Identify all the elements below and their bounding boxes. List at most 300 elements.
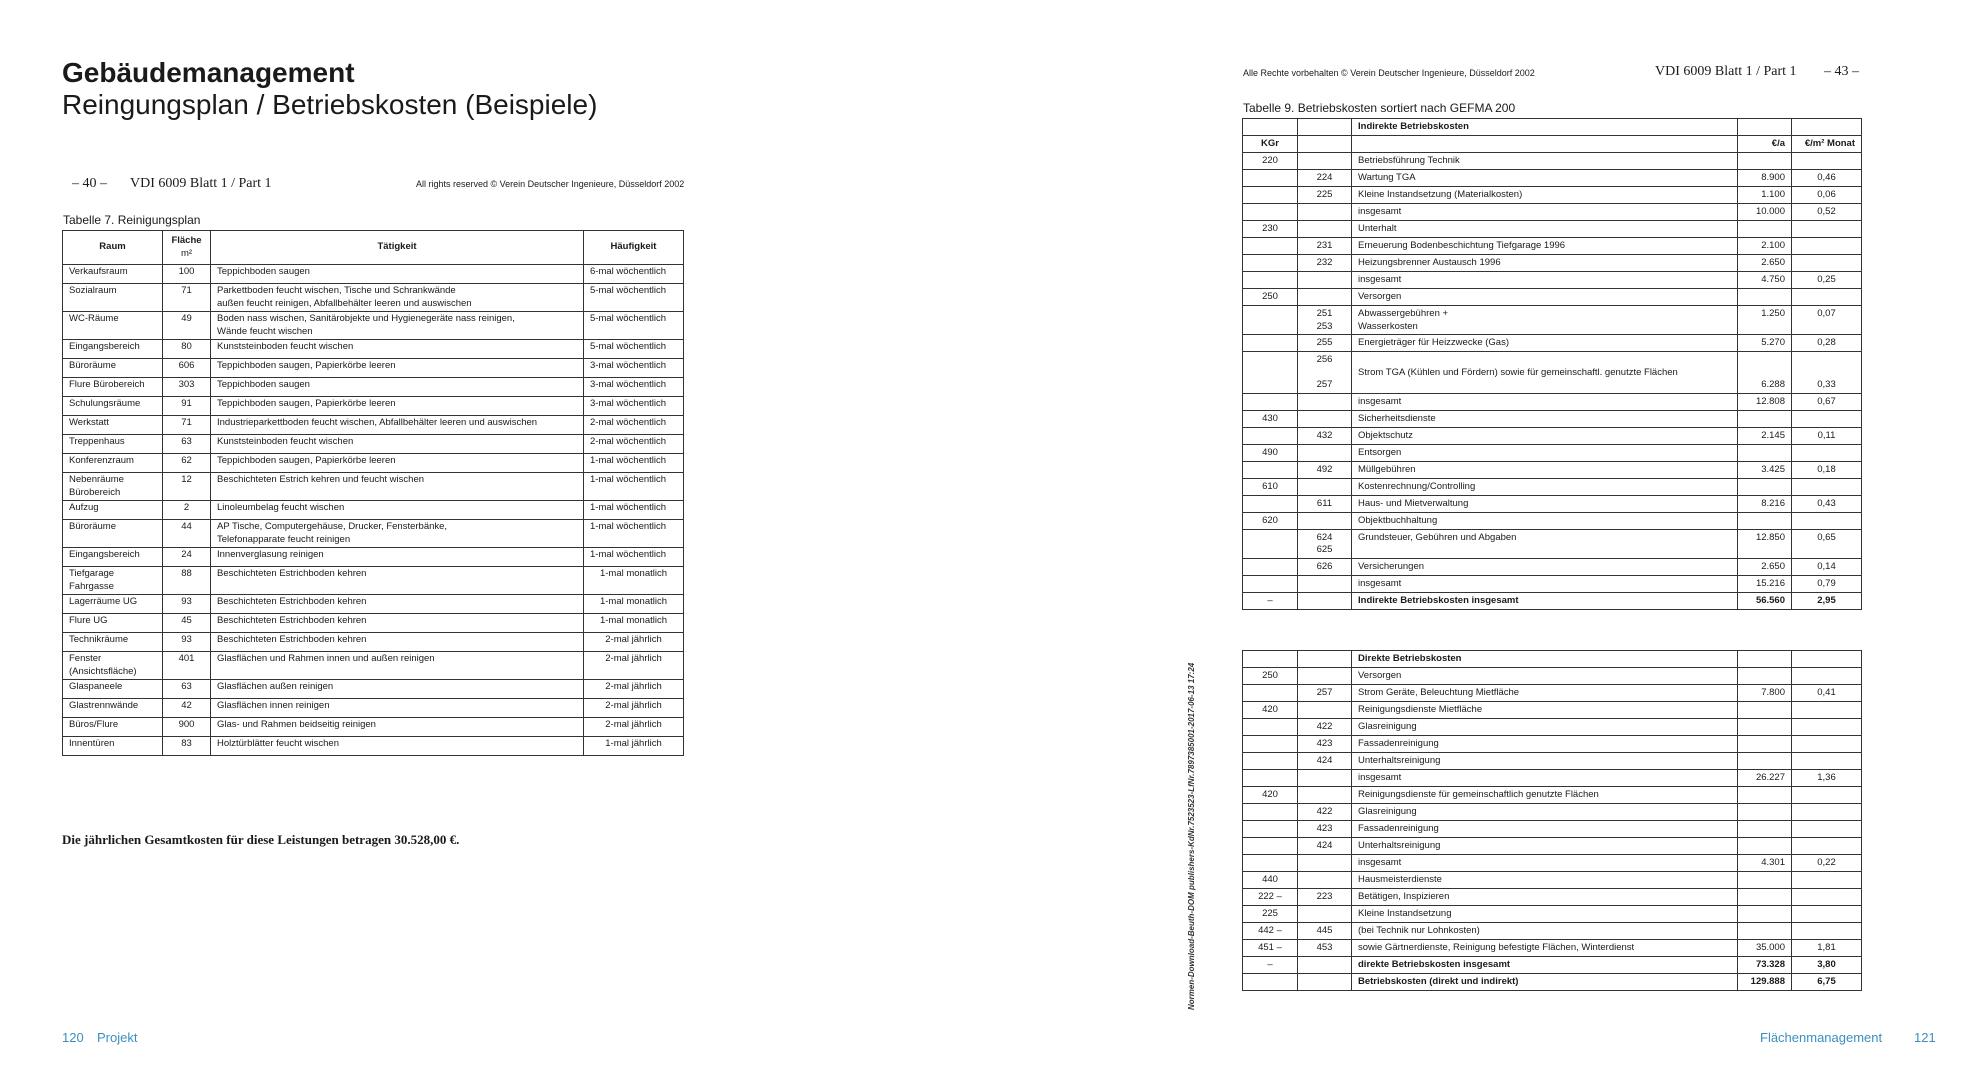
table-row	[1243, 889, 1862, 906]
indirect-costs-table	[1242, 118, 1862, 610]
table-row	[63, 567, 684, 595]
eur-per-year-cell	[1738, 410, 1792, 427]
table-row	[1243, 495, 1862, 512]
area-cell: 91	[163, 397, 211, 416]
table-row	[1243, 204, 1862, 221]
room-cell: WC-Räume	[63, 312, 163, 340]
frequency-cell: 2-mal wöchentlich	[584, 435, 684, 454]
kgr-cell: 225	[1243, 906, 1298, 923]
eur-per-year-cell	[1738, 444, 1792, 461]
table-row	[1243, 821, 1862, 838]
room-cell: Flure Bürobereich	[63, 378, 163, 397]
table-row	[1243, 153, 1862, 170]
column-header-eur-per-year: €/a	[1738, 136, 1792, 153]
subgroup-cell	[1298, 512, 1352, 529]
direct-costs-table	[1242, 650, 1862, 991]
eur-per-m2-cell: 6,75	[1792, 974, 1862, 991]
eur-per-year-cell	[1738, 719, 1792, 736]
table-row	[1243, 393, 1862, 410]
room-cell: Lagerräume UG	[63, 595, 163, 614]
activity-cell: Kunststeinboden feucht wischen	[211, 435, 584, 454]
subgroup-cell: 256 257	[1298, 352, 1352, 394]
room-cell: Tiefgarage Fahrgasse	[63, 567, 163, 595]
table-row	[63, 633, 684, 652]
room-cell: Konferenzraum	[63, 454, 163, 473]
activity-cell: Beschichteten Estrichboden kehren	[211, 614, 584, 633]
kgr-cell: 451 –	[1243, 940, 1298, 957]
eur-per-m2-cell: 0,28	[1792, 335, 1862, 352]
frequency-cell: 1-mal monatlich	[584, 614, 684, 633]
eur-per-m2-cell	[1792, 221, 1862, 238]
subgroup-cell	[1298, 668, 1352, 685]
kgr-cell	[1243, 821, 1298, 838]
description-cell: Objektschutz	[1352, 427, 1738, 444]
table-row	[63, 520, 684, 548]
kgr-cell	[1243, 352, 1298, 394]
subgroup-cell	[1298, 957, 1352, 974]
table-row	[1243, 187, 1862, 204]
subgroup-cell: 251 253	[1298, 306, 1352, 335]
area-cell: 83	[163, 737, 211, 756]
table-row	[63, 548, 684, 567]
eur-per-year-cell	[1738, 923, 1792, 940]
subgroup-cell	[1298, 592, 1352, 609]
description-cell: Strom Geräte, Beleuchtung Mietfläche	[1352, 685, 1738, 702]
eur-per-year-cell	[1738, 512, 1792, 529]
activity-cell: Innenverglasung reinigen	[211, 548, 584, 567]
description-cell: Abwassergebühren + Wasserkosten	[1352, 306, 1738, 335]
eur-per-year-cell	[1738, 221, 1792, 238]
eur-per-year-cell	[1738, 702, 1792, 719]
subgroup-cell: 223	[1298, 889, 1352, 906]
left-footer-page-number: 120	[62, 1030, 84, 1045]
table-row	[1243, 957, 1862, 974]
table-row	[1243, 974, 1862, 991]
room-cell: Schulungsräume	[63, 397, 163, 416]
table-row	[1243, 855, 1862, 872]
table-9-caption: Tabelle 9. Betriebskosten sortiert nach GEFMA 200	[1243, 101, 1516, 115]
area-cell: 93	[163, 633, 211, 652]
eur-per-m2-cell: 0,33	[1792, 352, 1862, 394]
eur-per-year-cell: 10.000	[1738, 204, 1792, 221]
eur-per-m2-cell	[1792, 787, 1862, 804]
area-cell: 63	[163, 435, 211, 454]
area-cell: 45	[163, 614, 211, 633]
area-cell: 606	[163, 359, 211, 378]
eur-per-year-cell: 2.650	[1738, 255, 1792, 272]
table-row	[63, 614, 684, 633]
table-row	[1243, 940, 1862, 957]
eur-per-m2-cell: 0,65	[1792, 529, 1862, 558]
kgr-cell	[1243, 335, 1298, 352]
area-cell: 93	[163, 595, 211, 614]
room-cell: Eingangsbereich	[63, 340, 163, 359]
kgr-cell	[1243, 187, 1298, 204]
frequency-cell: 2-mal jährlich	[584, 680, 684, 699]
table-row	[1243, 923, 1862, 940]
table-row	[1243, 272, 1862, 289]
description-cell: Energieträger für Heizzwecke (Gas)	[1352, 335, 1738, 352]
activity-cell: Glas- und Rahmen beidseitig reinigen	[211, 718, 584, 737]
eur-per-m2-cell: 0,06	[1792, 187, 1862, 204]
description-cell: Objektbuchhaltung	[1352, 512, 1738, 529]
kgr-cell	[1243, 736, 1298, 753]
left-footer-label: Projekt	[97, 1030, 138, 1045]
eur-per-m2-cell	[1792, 906, 1862, 923]
table-row	[1243, 427, 1862, 444]
kgr-cell: 620	[1243, 512, 1298, 529]
description-cell: Grundsteuer, Gebühren und Abgaben	[1352, 529, 1738, 558]
subgroup-cell: 432	[1298, 427, 1352, 444]
frequency-cell: 3-mal wöchentlich	[584, 378, 684, 397]
subgroup-cell: 422	[1298, 804, 1352, 821]
eur-per-m2-cell	[1792, 719, 1862, 736]
activity-cell: Holztürblätter feucht wischen	[211, 737, 584, 756]
eur-per-year-cell	[1738, 889, 1792, 906]
room-cell: Glaspaneele	[63, 680, 163, 699]
eur-per-year-cell: 2.145	[1738, 427, 1792, 444]
table-7-caption: Tabelle 7. Reinigungsplan	[63, 213, 201, 227]
eur-per-m2-cell	[1792, 838, 1862, 855]
eur-per-year-cell	[1738, 872, 1792, 889]
frequency-cell: 1-mal monatlich	[584, 595, 684, 614]
description-cell: Wartung TGA	[1352, 170, 1738, 187]
table-row	[63, 454, 684, 473]
table-row	[1243, 906, 1862, 923]
eur-per-m2-cell	[1792, 872, 1862, 889]
area-cell: 63	[163, 680, 211, 699]
room-cell: Aufzug	[63, 501, 163, 520]
frequency-cell: 2-mal jährlich	[584, 652, 684, 680]
frequency-cell: 5-mal wöchentlich	[584, 284, 684, 312]
kgr-cell	[1243, 461, 1298, 478]
eur-per-m2-cell: 1,81	[1792, 940, 1862, 957]
area-cell: 88	[163, 567, 211, 595]
eur-per-m2-cell: 0,14	[1792, 558, 1862, 575]
room-cell: Sozialraum	[63, 284, 163, 312]
area-cell: 401	[163, 652, 211, 680]
table-row	[1243, 335, 1862, 352]
frequency-cell: 2-mal jährlich	[584, 699, 684, 718]
eur-per-year-cell	[1738, 838, 1792, 855]
frequency-cell: 2-mal wöchentlich	[584, 416, 684, 435]
eur-per-m2-cell	[1792, 736, 1862, 753]
eur-per-year-cell	[1738, 821, 1792, 838]
kgr-cell: –	[1243, 957, 1298, 974]
left-header-doc-id: VDI 6009 Blatt 1 / Part 1	[130, 176, 272, 191]
frequency-cell: 5-mal wöchentlich	[584, 340, 684, 359]
description-cell: Versicherungen	[1352, 558, 1738, 575]
eur-per-m2-cell: 0,67	[1792, 393, 1862, 410]
description-cell: Hausmeisterdienste	[1352, 872, 1738, 889]
annual-total-cost: Die jährlichen Gesamtkosten für diese Leistungen betragen 30.528,00 €.	[62, 832, 460, 847]
table-row	[1243, 872, 1862, 889]
activity-cell: Kunststeinboden feucht wischen	[211, 340, 584, 359]
eur-per-m2-cell	[1792, 410, 1862, 427]
description-cell: Heizungsbrenner Austausch 1996	[1352, 255, 1738, 272]
table-row	[1243, 685, 1862, 702]
table-row	[1243, 352, 1862, 394]
kgr-cell: 420	[1243, 702, 1298, 719]
activity-cell: Beschichteten Estrichboden kehren	[211, 595, 584, 614]
description-cell: Versorgen	[1352, 668, 1738, 685]
subgroup-cell	[1298, 906, 1352, 923]
column-header-taetigkeit: Tätigkeit	[211, 231, 584, 265]
eur-per-m2-cell	[1792, 668, 1862, 685]
kgr-cell: –	[1243, 592, 1298, 609]
eur-per-year-cell: 3.425	[1738, 461, 1792, 478]
eur-per-year-cell: 7.800	[1738, 685, 1792, 702]
eur-per-year-cell: 2.650	[1738, 558, 1792, 575]
area-cell: 62	[163, 454, 211, 473]
kgr-cell	[1243, 393, 1298, 410]
description-cell: Fassadenreinigung	[1352, 821, 1738, 838]
cleaning-plan-table	[62, 230, 684, 756]
description-cell: Unterhalt	[1352, 221, 1738, 238]
table-row	[1243, 558, 1862, 575]
activity-cell: Teppichboden saugen, Papierkörbe leeren	[211, 454, 584, 473]
kgr-cell: 442 –	[1243, 923, 1298, 940]
eur-per-m2-cell	[1792, 255, 1862, 272]
description-cell: Entsorgen	[1352, 444, 1738, 461]
subgroup-cell: 225	[1298, 187, 1352, 204]
eur-per-year-cell: 129.888	[1738, 974, 1792, 991]
eur-per-year-cell: 12.850	[1738, 529, 1792, 558]
frequency-cell: 1-mal wöchentlich	[584, 520, 684, 548]
table-row	[63, 652, 684, 680]
kgr-cell	[1243, 238, 1298, 255]
eur-per-m2-cell	[1792, 702, 1862, 719]
kgr-cell	[1243, 272, 1298, 289]
subgroup-cell	[1298, 272, 1352, 289]
eur-per-year-cell	[1738, 753, 1792, 770]
table-row	[1243, 238, 1862, 255]
description-cell: direkte Betriebskosten insgesamt	[1352, 957, 1738, 974]
table-row	[63, 340, 684, 359]
eur-per-m2-cell: 0,41	[1792, 685, 1862, 702]
frequency-cell: 3-mal wöchentlich	[584, 359, 684, 378]
description-cell: insgesamt	[1352, 855, 1738, 872]
right-header-rights: Alle Rechte vorbehalten © Verein Deutscher Ingenieure, Düsseldorf 2002	[1243, 68, 1535, 78]
activity-cell: Beschichteten Estrich kehren und feucht wischen	[211, 473, 584, 501]
description-cell: Strom TGA (Kühlen und Fördern) sowie für gemeinschaftl. genutzte Flächen	[1352, 352, 1738, 394]
eur-per-year-cell: 5.270	[1738, 335, 1792, 352]
table-row	[1243, 461, 1862, 478]
eur-per-year-cell: 4.750	[1738, 272, 1792, 289]
subgroup-cell: 424	[1298, 753, 1352, 770]
subgroup-cell	[1298, 221, 1352, 238]
frequency-cell: 1-mal wöchentlich	[584, 548, 684, 567]
room-cell: Fenster (Ansichtsfläche)	[63, 652, 163, 680]
room-cell: Technikräume	[63, 633, 163, 652]
kgr-cell	[1243, 427, 1298, 444]
kgr-cell: 230	[1243, 221, 1298, 238]
eur-per-m2-cell	[1792, 238, 1862, 255]
description-cell: Versorgen	[1352, 289, 1738, 306]
eur-per-year-cell: 1.250	[1738, 306, 1792, 335]
kgr-cell	[1243, 753, 1298, 770]
description-cell: insgesamt	[1352, 272, 1738, 289]
description-cell: Unterhaltsreinigung	[1352, 753, 1738, 770]
area-cell: 49	[163, 312, 211, 340]
description-cell: insgesamt	[1352, 770, 1738, 787]
table-row	[1243, 804, 1862, 821]
table-row	[1243, 478, 1862, 495]
kgr-cell: 420	[1243, 787, 1298, 804]
eur-per-m2-cell	[1792, 923, 1862, 940]
description-cell: Betätigen, Inspizieren	[1352, 889, 1738, 906]
subgroup-cell	[1298, 787, 1352, 804]
eur-per-m2-cell	[1792, 889, 1862, 906]
eur-per-m2-cell: 0,18	[1792, 461, 1862, 478]
page-subtitle: Reingungsplan / Betriebskosten (Beispiele)	[62, 89, 598, 120]
description-cell: Kleine Instandsetzung	[1352, 906, 1738, 923]
subgroup-cell: 422	[1298, 719, 1352, 736]
area-cell: 44	[163, 520, 211, 548]
table-row	[63, 359, 684, 378]
subgroup-cell	[1298, 974, 1352, 991]
eur-per-year-cell: 26.227	[1738, 770, 1792, 787]
table-row	[63, 378, 684, 397]
table-row	[1243, 736, 1862, 753]
area-cell: 24	[163, 548, 211, 567]
description-cell: Reinigungsdienste für gemeinschaftlich genutzte Flächen	[1352, 787, 1738, 804]
area-cell: 71	[163, 284, 211, 312]
eur-per-m2-cell	[1792, 153, 1862, 170]
kgr-cell	[1243, 855, 1298, 872]
activity-cell: Glasflächen und Rahmen innen und außen reinigen	[211, 652, 584, 680]
table-row	[1243, 306, 1862, 335]
frequency-cell: 1-mal wöchentlich	[584, 454, 684, 473]
column-header-raum: Raum	[63, 231, 163, 265]
description-cell: Kostenrechnung/Controlling	[1352, 478, 1738, 495]
kgr-cell	[1243, 974, 1298, 991]
kgr-cell: 430	[1243, 410, 1298, 427]
subgroup-cell: 445	[1298, 923, 1352, 940]
activity-cell: AP Tische, Computergehäuse, Drucker, Fensterbänke, Telefonapparate feucht reinigen	[211, 520, 584, 548]
eur-per-m2-cell: 0,52	[1792, 204, 1862, 221]
activity-cell: Glasflächen außen reinigen	[211, 680, 584, 699]
room-cell: Verkaufsraum	[63, 265, 163, 284]
right-footer-page-number: 121	[1914, 1030, 1936, 1045]
kgr-cell	[1243, 838, 1298, 855]
table-row	[1243, 529, 1862, 558]
activity-cell: Teppichboden saugen, Papierkörbe leeren	[211, 359, 584, 378]
room-cell: Flure UG	[63, 614, 163, 633]
kgr-cell	[1243, 495, 1298, 512]
description-cell: Reinigungsdienste Mietfläche	[1352, 702, 1738, 719]
subgroup-cell	[1298, 872, 1352, 889]
eur-per-m2-cell	[1792, 753, 1862, 770]
frequency-cell: 5-mal wöchentlich	[584, 312, 684, 340]
description-cell: sowie Gärtnerdienste, Reinigung befestigte Flächen, Winterdienst	[1352, 940, 1738, 957]
right-footer-label: Flächenmanagement	[1760, 1030, 1883, 1045]
subgroup-cell: 492	[1298, 461, 1352, 478]
kgr-cell	[1243, 558, 1298, 575]
left-header-rights: All rights reserved © Verein Deutscher Ingenieure, Düsseldorf 2002	[416, 179, 685, 189]
activity-cell: Teppichboden saugen	[211, 265, 584, 284]
description-cell: Kleine Instandsetzung (Materialkosten)	[1352, 187, 1738, 204]
eur-per-m2-cell: 0,25	[1792, 272, 1862, 289]
description-cell: insgesamt	[1352, 204, 1738, 221]
right-header-page-number: – 43 –	[1824, 64, 1859, 79]
description-cell: Unterhaltsreinigung	[1352, 838, 1738, 855]
subgroup-cell: 257	[1298, 685, 1352, 702]
eur-per-m2-cell: 0,22	[1792, 855, 1862, 872]
subgroup-cell: 255	[1298, 335, 1352, 352]
description-cell: Fassadenreinigung	[1352, 736, 1738, 753]
eur-per-m2-cell: 0,79	[1792, 575, 1862, 592]
column-header-eur-per-m2-month: €/m² Monat	[1792, 136, 1862, 153]
subgroup-cell	[1298, 289, 1352, 306]
activity-cell: Beschichteten Estrichboden kehren	[211, 567, 584, 595]
eur-per-year-cell	[1738, 289, 1792, 306]
eur-per-m2-cell: 2,95	[1792, 592, 1862, 609]
eur-per-m2-cell	[1792, 512, 1862, 529]
room-cell: Büroräume	[63, 520, 163, 548]
kgr-cell: 222 –	[1243, 889, 1298, 906]
column-header-kgr: KGr	[1243, 136, 1298, 153]
eur-per-year-cell: 35.000	[1738, 940, 1792, 957]
room-cell: Treppenhaus	[63, 435, 163, 454]
subgroup-cell: 424	[1298, 838, 1352, 855]
table-row	[1243, 838, 1862, 855]
subgroup-cell: 232	[1298, 255, 1352, 272]
activity-cell: Linoleumbelag feucht wischen	[211, 501, 584, 520]
table-row	[63, 718, 684, 737]
eur-per-m2-cell	[1792, 804, 1862, 821]
activity-cell: Industrieparkettboden feucht wischen, Abfallbehälter leeren und auswischen	[211, 416, 584, 435]
eur-per-m2-cell	[1792, 444, 1862, 461]
kgr-cell	[1243, 255, 1298, 272]
description-cell: insgesamt	[1352, 575, 1738, 592]
eur-per-year-cell: 2.100	[1738, 238, 1792, 255]
subgroup-cell	[1298, 393, 1352, 410]
eur-per-year-cell: 8.900	[1738, 170, 1792, 187]
subgroup-cell	[1298, 444, 1352, 461]
table-row	[63, 473, 684, 501]
kgr-cell: 490	[1243, 444, 1298, 461]
table-row	[63, 680, 684, 699]
table-row	[1243, 787, 1862, 804]
subgroup-cell: 224	[1298, 170, 1352, 187]
eur-per-m2-cell: 0,43	[1792, 495, 1862, 512]
description-cell: Glasreinigung	[1352, 804, 1738, 821]
subgroup-cell	[1298, 478, 1352, 495]
frequency-cell: 1-mal wöchentlich	[584, 501, 684, 520]
frequency-cell: 1-mal jährlich	[584, 737, 684, 756]
table-row	[1243, 289, 1862, 306]
eur-per-m2-cell: 3,80	[1792, 957, 1862, 974]
room-cell: Werkstatt	[63, 416, 163, 435]
kgr-cell: 220	[1243, 153, 1298, 170]
subgroup-cell	[1298, 855, 1352, 872]
subgroup-cell: 231	[1298, 238, 1352, 255]
table-row	[1243, 221, 1862, 238]
description-cell: Indirekte Betriebskosten insgesamt	[1352, 592, 1738, 609]
area-cell: 80	[163, 340, 211, 359]
table-row	[63, 416, 684, 435]
kgr-cell	[1243, 529, 1298, 558]
download-watermark: Normen-Download-Beuth-DOM publishers-KdNr.7523523-LfNr.7897385001-2017-06-13 17:24	[1187, 662, 1196, 1010]
frequency-cell: 2-mal jährlich	[584, 718, 684, 737]
subgroup-cell	[1298, 204, 1352, 221]
kgr-cell: 440	[1243, 872, 1298, 889]
kgr-cell	[1243, 719, 1298, 736]
subgroup-cell	[1298, 575, 1352, 592]
kgr-cell	[1243, 804, 1298, 821]
area-cell: 900	[163, 718, 211, 737]
